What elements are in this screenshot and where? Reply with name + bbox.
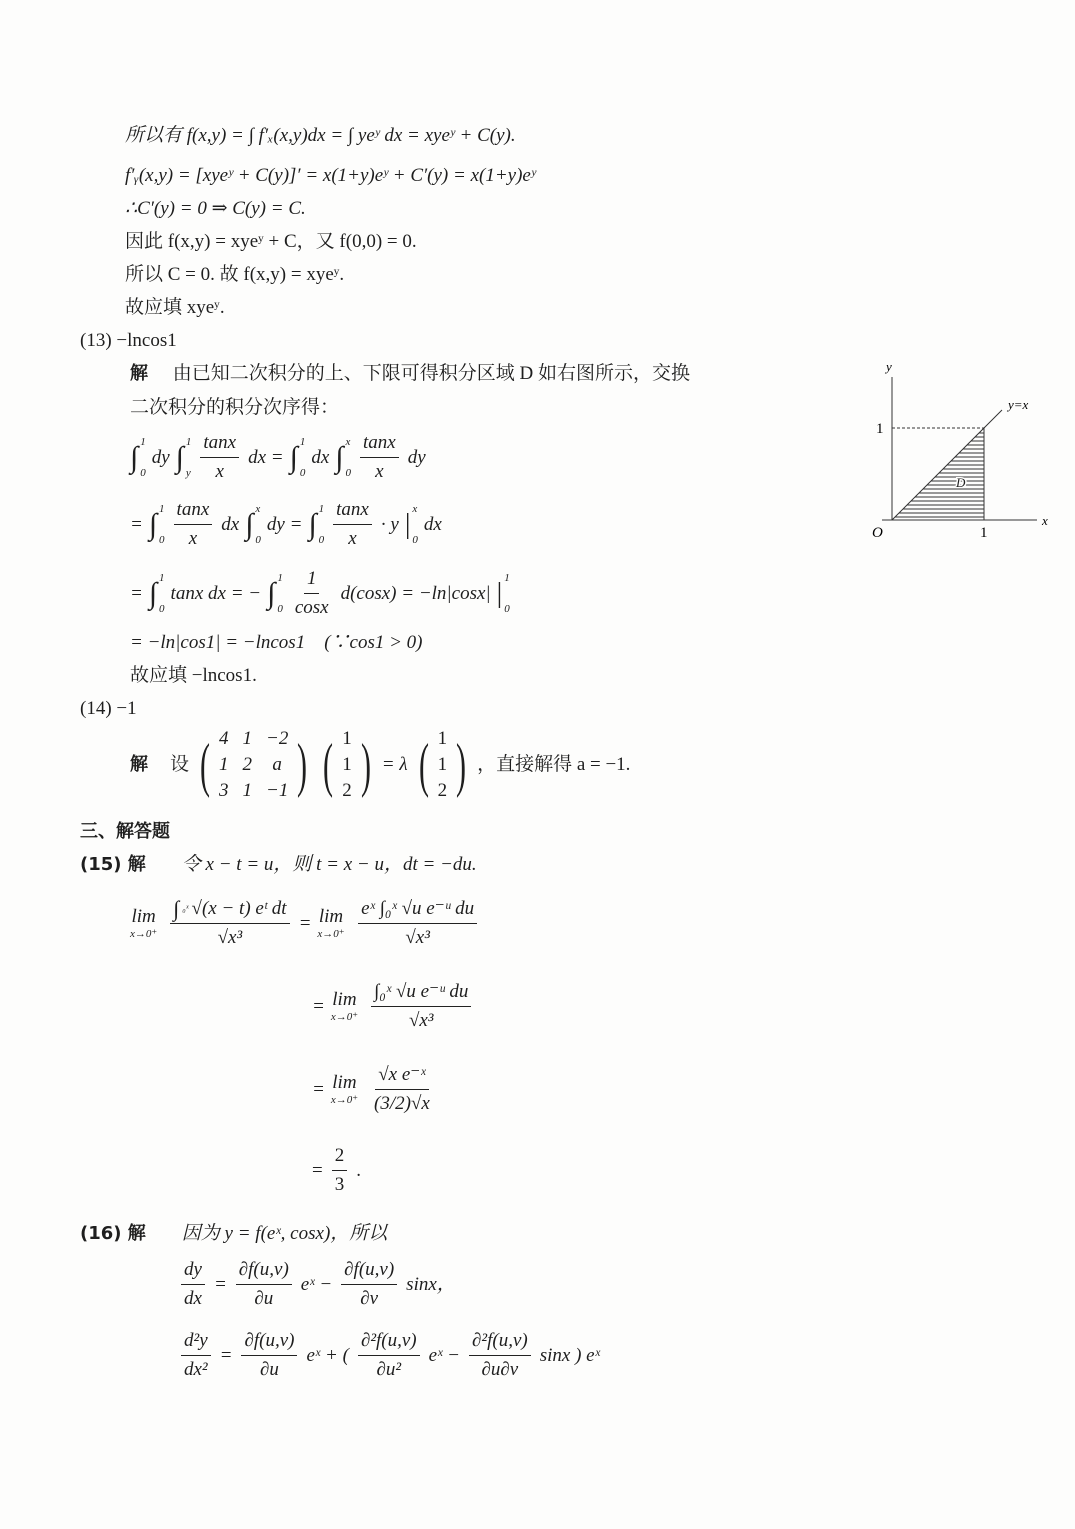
text-paragraph (130, 357, 830, 425)
text-line (80, 1217, 1075, 1250)
vector-cell: 2 (437, 780, 448, 801)
text: 设 (170, 754, 190, 775)
matrix: ( 4 1 −2 1 2 a 3 1 −1 ) (200, 728, 308, 801)
vector: ( 1 1 2 ) (323, 728, 371, 801)
solution-label: (15) 解 (80, 853, 146, 875)
equation-line: = ∫ 1 0 $\frac{\tan x}{x}$ dx ∫ x 0 dy = ∫ 1 0 $\frac{\tan x}{x}$ · y | x 0 dx (130, 496, 1075, 553)
equation-line: = $\frac{2}{3}$ . (312, 1142, 1075, 1199)
region-d (892, 428, 984, 520)
line-label: y=x (1008, 397, 1029, 412)
text-line: 所以 C = 0. 故 f(x,y) = xyeʸ. (125, 263, 345, 285)
vector-cell: 2 (342, 780, 352, 801)
text-line: ∴C′(y) = 0 ⇒ C(y) = C. (125, 197, 306, 219)
text-line: 故应填 xyeʸ. (125, 296, 225, 318)
equation-line: lim x→0⁺ ∫ ₀ˣ √(x − t) eᵗ dt √x³ = lim x→0⁺ $\frac{\text{eˣ ∫₀ˣ √u e⁻ᵘ du}}{\text{√x³}}$ (130, 895, 1075, 952)
fraction: $\frac{2}{3}$ (332, 1142, 348, 1199)
fraction: $\frac{\text{eˣ ∫₀ˣ √u e⁻ᵘ du}}{\text{√x³}}$ (358, 895, 478, 952)
equation-line: = ∫ 1 0 tanx dx = − ∫ 1 0 $\frac{1}{\cos x}$ d(cosx) = −ln|cosx| | 1 0 (130, 565, 1075, 622)
matrix-cell: 1 (242, 780, 252, 801)
fraction: $\frac{\tan x}{x}$ (200, 429, 239, 486)
equation-line: ∫ 1 0 dy ∫ 1 y $\frac{\tan x}{x}$ dx = ∫ 1 0 dx ∫ x 0 $\frac{\tan x}{x}$ dy (130, 429, 1075, 486)
fraction: $\frac{\partial f(u,v)}{\partial v}$ (341, 1256, 397, 1313)
text: 由已知二次积分的上、下限可得积分区域 D 如右图所示，交换 (172, 363, 690, 384)
origin-label: O (872, 525, 883, 540)
x-label: x (1042, 513, 1048, 528)
fraction: $\frac{\text{∫₀ˣ √u e⁻ᵘ du}}{\text{√x³}}$ (371, 978, 471, 1035)
fraction: $\frac{\partial f(u,v)}{\partial u}$ (241, 1327, 297, 1384)
text: = λ (381, 754, 408, 775)
vector-cell: 1 (437, 728, 448, 749)
equation-line: = lim x→0⁺ $\frac{\text{√x e⁻ˣ}}{(3/2)√x}$ (312, 1061, 1075, 1118)
matrix-cell: −2 (266, 728, 289, 749)
matrix-cell: 1 (219, 754, 229, 775)
text-line: 所以有 f(x,y) = ∫ f′ₓ(x,y)dx = ∫ yeʸ dx = xyeʸ + C(y). (125, 124, 516, 146)
text-line: 因此 f(x,y) = xyeʸ + C，又 f(0,0) = 0. (125, 230, 417, 252)
text: dy (151, 446, 170, 468)
equation-line: = lim x→0⁺ $\frac{\text{∫₀ˣ √u e⁻ᵘ du}}{\text{√x³}}$ (312, 978, 1075, 1035)
matrix-cell: 3 (219, 780, 229, 801)
matrix-cell: 2 (242, 754, 252, 775)
question-14-answer: (14) −1 (80, 697, 137, 719)
text: 令 x − t = u，则 t = x − u，dt = −du. (181, 853, 477, 875)
fraction: $\frac{\tan x}{x}$ (360, 429, 399, 486)
limit: lim x→0⁺ (330, 1072, 359, 1106)
solution-label: 解 (130, 754, 148, 775)
text-line (80, 848, 1075, 881)
text: ，直接解得 a = −1. (477, 754, 631, 775)
fraction: $\frac{\text{d²y}}{\text{dx²}}$ (181, 1327, 211, 1384)
text: 因为 y = f(eˣ, cosx)，所以 (181, 1222, 388, 1244)
fraction: ∫ ₀ˣ √(x − t) eᵗ dt √x³ (170, 895, 289, 952)
matrix-cell: 4 (219, 728, 229, 749)
matrix-cell: −1 (266, 780, 289, 801)
vector-cell: 1 (342, 754, 352, 775)
vector: ( 1 1 2 ) (418, 728, 467, 801)
fraction: $\frac{\text{√x e⁻ˣ}}{(3/2)√x}$ (371, 1061, 433, 1118)
integration-region-figure (862, 355, 1062, 540)
fraction: $\frac{\partial f(u,v)}{\partial u}$ (236, 1256, 292, 1313)
text-line: f′ᵧ(x,y) = [xyeʸ + C(y)]′ = x(1+y)eʸ + C′(y) = x(1+y)eʸ (125, 164, 536, 186)
text-line: 故应填 −lncos1. (130, 664, 257, 686)
matrix-cell: a (272, 754, 282, 775)
tick-label: 1 (980, 525, 988, 540)
tick-label: 1 (876, 421, 884, 437)
fraction: $\frac{\text{∂²f(u,v)}}{\text{∂u²}}$ (358, 1327, 420, 1384)
fraction: $\frac{\text{∂²f(u,v)}}{\partial u\partial v}$ (469, 1327, 531, 1384)
equation-line: $\frac{\text{d²y}}{\text{dx²}}$ = $\frac{\partial f(u,v)}{\partial u}$ eˣ + ( $\frac{\text{∂²f(u,v)}}{\text{∂u²}}$ eˣ − $\frac{\text{∂²f(u,v)}}{\partial u\partial v}$ sinx ) eˣ (178, 1327, 1075, 1384)
limit: lim x→0⁺ (130, 906, 158, 940)
matrix-cell: 1 (242, 728, 252, 749)
text: 二次积分的积分次序得： (130, 397, 340, 418)
line-y-equals-x (984, 410, 1002, 428)
vector-cell: 1 (437, 754, 448, 775)
section-heading: 三、解答题 (80, 820, 170, 842)
region-label: D (956, 475, 966, 490)
vector-cell: 1 (342, 728, 352, 749)
solution-label: (16) 解 (80, 1222, 146, 1244)
equation-line: $\frac{dy}{dx}$ = $\frac{\partial f(u,v)}{\partial u}$ eˣ − $\frac{\partial f(u,v)}{\partial v}$ sinx， (178, 1256, 1075, 1313)
equation-line: = −ln|cos1| = −lncos1 (∵cos1 > 0) (130, 631, 423, 653)
solution-label: 解 (130, 363, 148, 384)
limit: lim x→0⁺ (317, 906, 345, 940)
y-label: y (886, 359, 892, 374)
equation-line (130, 725, 1075, 805)
question-13-answer: (13) −lncos1 (80, 329, 177, 351)
fraction: $\frac{dy}{dx}$ (181, 1256, 205, 1313)
limit: lim x→0⁺ (330, 989, 359, 1023)
